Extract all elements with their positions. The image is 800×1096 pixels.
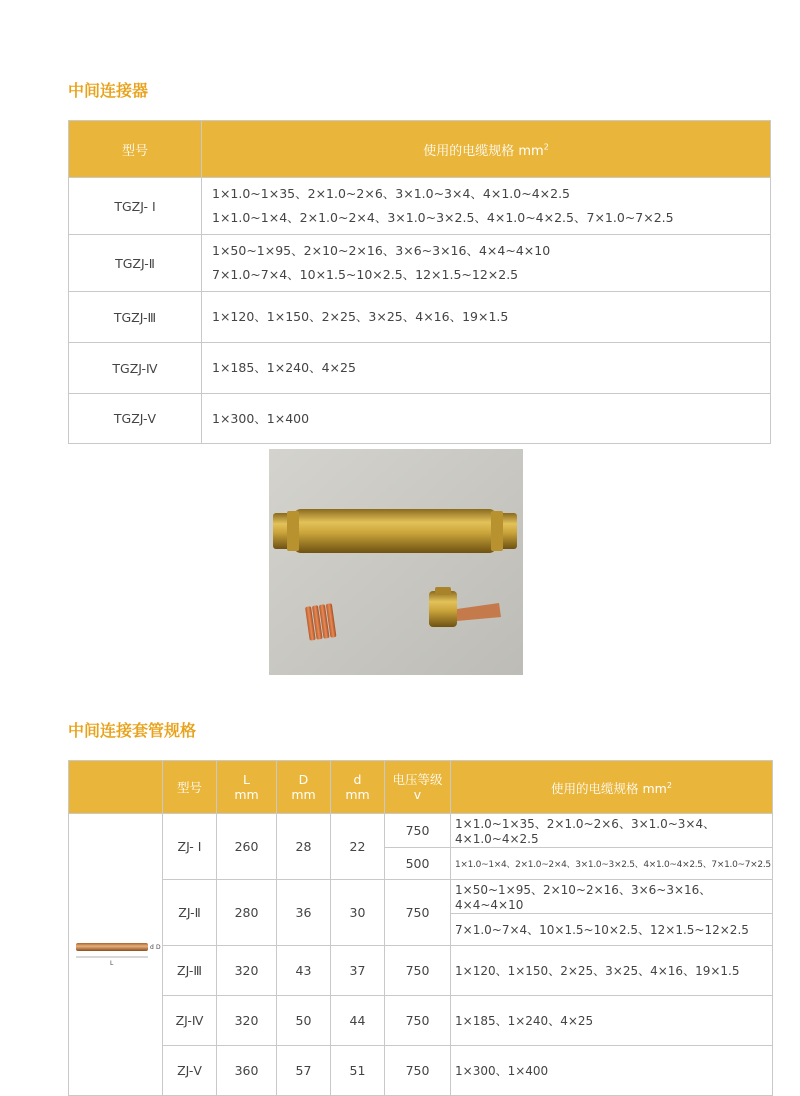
d-cell: 37 [331, 946, 385, 996]
D-cell: 36 [277, 880, 331, 946]
table-row [69, 394, 771, 444]
table-row [69, 178, 771, 235]
spec-cell: 1×120、1×150、2×25、3×25、4×16、19×1.5 [202, 292, 771, 343]
spec-cell: 1×50~1×95、2×10~2×16、3×6~3×16、4×4~4×10 [451, 880, 773, 914]
model-cell: ZJ-Ⅲ [163, 946, 217, 996]
model-cell: ZJ-Ⅱ [163, 880, 217, 946]
spec-cell: 1×185、1×240、4×25 [202, 343, 771, 394]
voltage-cell: 750 [385, 996, 451, 1046]
voltage-cell: 750 [385, 1046, 451, 1096]
diagram-label-D: D [156, 944, 161, 951]
section-title-sleeve: 中间连接套管规格 [68, 721, 197, 740]
model-cell: TGZJ-Ⅴ [69, 394, 202, 444]
diagram-label-L: L [110, 960, 114, 967]
header-spec: 使用的电缆规格 $mm^2$ [202, 121, 771, 178]
section-title-connector: 中间连接器 [68, 81, 149, 100]
sleeve-diagram [70, 933, 162, 973]
table-row [69, 1046, 773, 1096]
L-cell: 320 [217, 946, 277, 996]
sleeve-table [68, 760, 773, 1096]
header-spec: 使用的电缆规格 $mm^2$ [451, 761, 773, 814]
model-cell: TGZJ- Ⅰ [69, 178, 202, 235]
spec-cell: 1×1.0~1×4、2×1.0~2×4、3×1.0~3×2.5、4×1.0~4×2.5、7×1.0~7×2.5 [451, 848, 773, 880]
model-cell: ZJ- Ⅰ [163, 814, 217, 880]
header-voltage: 电压等级 v [385, 761, 451, 814]
diagram-label-d: d [150, 944, 154, 951]
spec-cell: 1×1.0~1×35、2×1.0~2×6、3×1.0~3×4、4×1.0~4×2.5 1×1.0~1×4、2×1.0~2×4、3×1.0~3×2.5、4×1.0~4×2.5、7×1.0~7×2.5 [202, 178, 771, 235]
header-blank [69, 761, 163, 814]
D-cell: 43 [277, 946, 331, 996]
voltage-cell: 750 [385, 814, 451, 848]
table-row [69, 946, 773, 996]
d-cell: 44 [331, 996, 385, 1046]
table-row [69, 343, 771, 394]
L-cell: 360 [217, 1046, 277, 1096]
header-D: D mm [277, 761, 331, 814]
spec-cell: 1×50~1×95、2×10~2×16、3×6~3×16、4×4~4×10 7×1.0~7×4、10×1.5~10×2.5、12×1.5~12×2.5 [202, 235, 771, 292]
d-cell: 51 [331, 1046, 385, 1096]
model-cell: ZJ-Ⅳ [163, 996, 217, 1046]
sleeve-diagram-cell [69, 814, 163, 1096]
product-photo [269, 449, 523, 675]
header-d: d mm [331, 761, 385, 814]
D-cell: 28 [277, 814, 331, 880]
table-row [69, 235, 771, 292]
model-cell: TGZJ-Ⅲ [69, 292, 202, 343]
table-row [69, 880, 773, 914]
table-row [69, 292, 771, 343]
L-cell: 320 [217, 996, 277, 1046]
D-cell: 50 [277, 996, 331, 1046]
D-cell: 57 [277, 1046, 331, 1096]
spec-cell: 7×1.0~7×4、10×1.5~10×2.5、12×1.5~12×2.5 [451, 914, 773, 946]
voltage-cell: 750 [385, 880, 451, 946]
model-cell: TGZJ-Ⅱ [69, 235, 202, 292]
header-L: L mm [217, 761, 277, 814]
spec-cell: 1×1.0~1×35、2×1.0~2×6、3×1.0~3×4、4×1.0~4×2.5 [451, 814, 773, 848]
L-cell: 260 [217, 814, 277, 880]
L-cell: 280 [217, 880, 277, 946]
header-model: 型号 [163, 761, 217, 814]
model-cell: TGZJ-Ⅳ [69, 343, 202, 394]
connector-table [68, 120, 771, 444]
header-model: 型号 [69, 121, 202, 178]
voltage-cell: 750 [385, 946, 451, 996]
spec-cell: 1×300、1×400 [451, 1046, 773, 1096]
table-row [69, 814, 773, 848]
spec-cell: 1×185、1×240、4×25 [451, 996, 773, 1046]
spec-cell: 1×120、1×150、2×25、3×25、4×16、19×1.5 [451, 946, 773, 996]
model-cell: ZJ-Ⅴ [163, 1046, 217, 1096]
product-illustration [269, 449, 523, 675]
spec-cell: 1×300、1×400 [202, 394, 771, 444]
voltage-cell: 500 [385, 848, 451, 880]
table-row [69, 996, 773, 1046]
d-cell: 22 [331, 814, 385, 880]
d-cell: 30 [331, 880, 385, 946]
